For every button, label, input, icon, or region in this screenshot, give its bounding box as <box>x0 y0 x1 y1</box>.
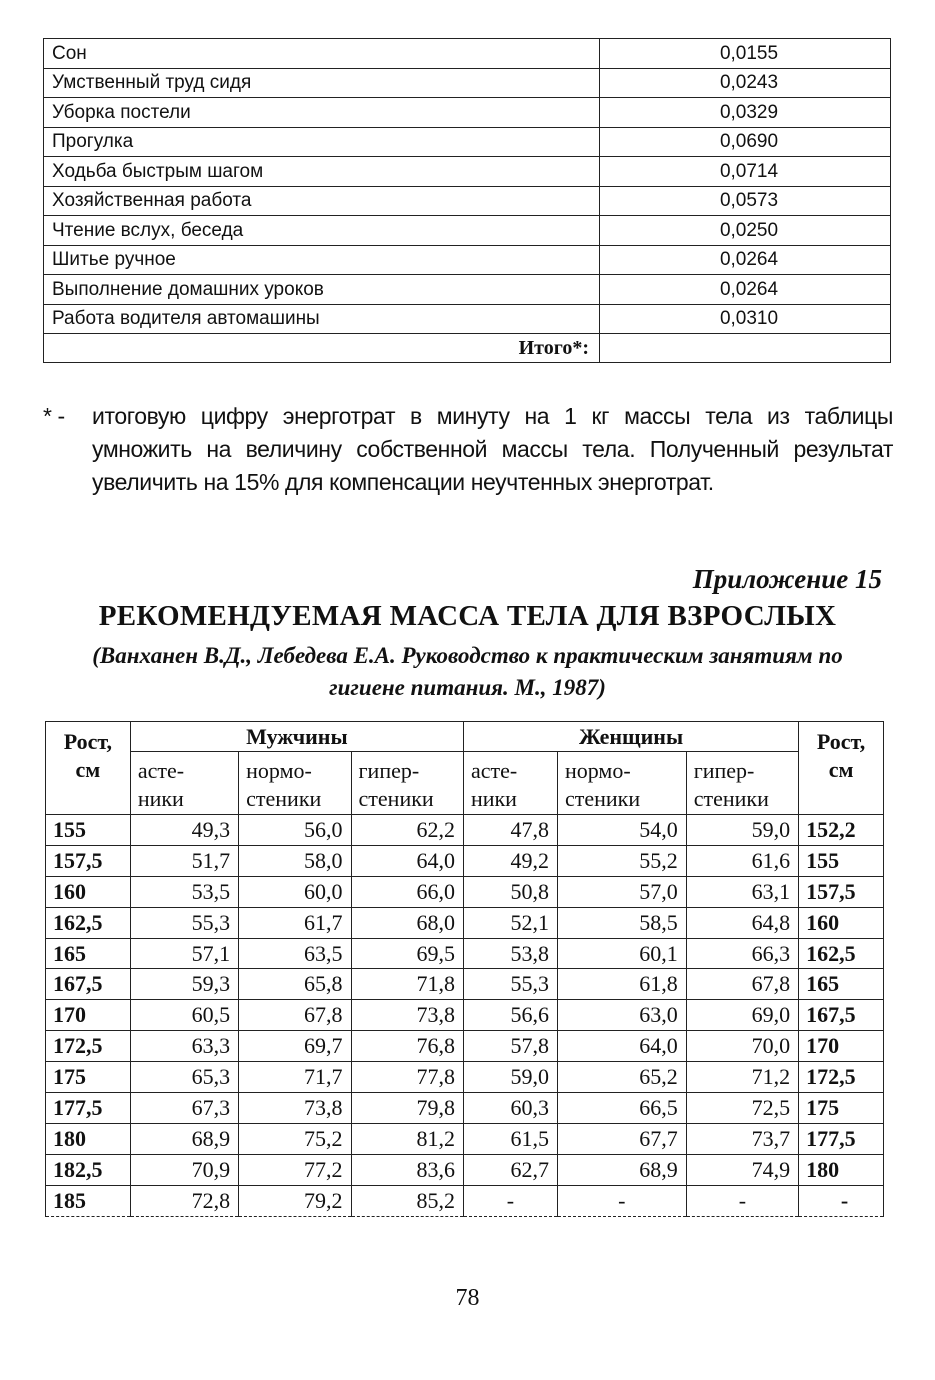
men-weight-cell: 60,5 <box>130 1000 238 1031</box>
men-weight-cell: 59,3 <box>130 969 238 1000</box>
men-weight-cell: 55,3 <box>130 907 238 938</box>
header-rost-women-label: Рост, см <box>816 729 866 782</box>
men-weight-cell: 68,0 <box>351 907 463 938</box>
men-weight-cell: 49,3 <box>130 815 238 846</box>
men-weight-cell: 73,8 <box>239 1093 351 1124</box>
footnote-text: итоговую цифру энерготрат в минуту на 1 кг массы тела из таблицы умножить на величину собственной массы тела. Полученный результат увеличить на 15% для компенсации неучтенных энерготрат. <box>92 403 893 495</box>
men-weight-cell: 83,6 <box>351 1154 463 1185</box>
men-weight-cell: 81,2 <box>351 1123 463 1154</box>
women-weight-cell: 66,5 <box>557 1093 686 1124</box>
men-weight-cell: 79,2 <box>239 1185 351 1216</box>
activity-value: 0,0250 <box>600 216 891 246</box>
weight-row <box>46 815 884 846</box>
women-weight-cell: 49,2 <box>463 845 557 876</box>
men-weight-cell: 60,0 <box>239 876 351 907</box>
rost-men-cell: 172,5 <box>46 1031 131 1062</box>
women-weight-cell: 66,3 <box>686 938 798 969</box>
energy-expenditure-table-body <box>44 39 891 363</box>
weight-table-header <box>46 722 884 815</box>
weight-row <box>46 1062 884 1093</box>
men-weight-cell: 63,3 <box>130 1031 238 1062</box>
activity-name: Сон <box>44 39 600 69</box>
weight-row <box>46 845 884 876</box>
women-weight-cell: 64,0 <box>557 1031 686 1062</box>
activity-name: Ходьба быстрым шагом <box>44 157 600 187</box>
rost-men-cell: 185 <box>46 1185 131 1216</box>
rost-men-cell: 167,5 <box>46 969 131 1000</box>
appendix-label: Приложение 15 <box>692 564 882 594</box>
weight-row <box>46 907 884 938</box>
men-weight-cell: 69,7 <box>239 1031 351 1062</box>
men-weight-cell: 79,8 <box>351 1093 463 1124</box>
rost-men-cell: 175 <box>46 1062 131 1093</box>
footnote-mark: * - <box>43 403 65 429</box>
subheader-men-hypersthenic: гипер- стеники <box>351 752 463 815</box>
subheader-women-asthenic: асте- ники <box>463 752 557 815</box>
men-weight-cell: 65,8 <box>239 969 351 1000</box>
men-weight-cell: 64,0 <box>351 845 463 876</box>
women-weight-cell: 61,5 <box>463 1123 557 1154</box>
activity-row <box>44 304 891 334</box>
women-weight-cell: 71,2 <box>686 1062 798 1093</box>
activity-row <box>44 127 891 157</box>
women-weight-cell: 61,8 <box>557 969 686 1000</box>
energy-expenditure-table <box>43 38 891 363</box>
women-weight-cell: 65,2 <box>557 1062 686 1093</box>
women-weight-cell: 72,5 <box>686 1093 798 1124</box>
women-weight-cell: - <box>686 1185 798 1216</box>
activity-row <box>44 186 891 216</box>
men-weight-cell: 58,0 <box>239 845 351 876</box>
men-weight-cell: 51,7 <box>130 845 238 876</box>
subheader-men-asthenic: асте- ники <box>130 752 238 815</box>
subheader-men-normosthenic: нормо- стеники <box>239 752 351 815</box>
subheader-women-normosthenic: нормо- стеники <box>557 752 686 815</box>
rost-women-cell: 170 <box>799 1031 884 1062</box>
header-rost-men <box>46 722 131 815</box>
men-weight-cell: 77,2 <box>239 1154 351 1185</box>
women-weight-cell: 55,2 <box>557 845 686 876</box>
rost-women-cell: 165 <box>799 969 884 1000</box>
activity-name: Уборка постели <box>44 98 600 128</box>
rost-men-cell: 182,5 <box>46 1154 131 1185</box>
women-weight-cell: 64,8 <box>686 907 798 938</box>
women-weight-cell: 70,0 <box>686 1031 798 1062</box>
activity-name: Хозяйственная работа <box>44 186 600 216</box>
men-weight-cell: 53,5 <box>130 876 238 907</box>
men-weight-cell: 65,3 <box>130 1062 238 1093</box>
rost-women-cell: 152,2 <box>799 815 884 846</box>
women-weight-cell: 67,8 <box>686 969 798 1000</box>
weight-row <box>46 1185 884 1216</box>
men-weight-cell: 56,0 <box>239 815 351 846</box>
rost-men-cell: 155 <box>46 815 131 846</box>
weight-row <box>46 938 884 969</box>
men-weight-cell: 69,5 <box>351 938 463 969</box>
activity-value: 0,0690 <box>600 127 891 157</box>
activity-value: 0,0264 <box>600 275 891 305</box>
activity-value: 0,0573 <box>600 186 891 216</box>
men-weight-cell: 75,2 <box>239 1123 351 1154</box>
rost-women-cell: 175 <box>799 1093 884 1124</box>
women-weight-cell: 56,6 <box>463 1000 557 1031</box>
weight-row <box>46 876 884 907</box>
women-weight-cell: 68,9 <box>557 1154 686 1185</box>
page-title: РЕКОМЕНДУЕМАЯ МАССА ТЕЛА ДЛЯ ВЗРОСЛЫХ <box>98 600 837 632</box>
men-weight-cell: 85,2 <box>351 1185 463 1216</box>
men-weight-cell: 61,7 <box>239 907 351 938</box>
men-weight-cell: 71,7 <box>239 1062 351 1093</box>
men-weight-cell: 57,1 <box>130 938 238 969</box>
source-citation: (Ванханен В.Д., Лебедева Е.А. Руководство к практическим занятиям по гигиене питания. М., 1987) <box>92 643 843 700</box>
recommended-weight-table <box>45 721 884 1217</box>
activity-row <box>44 245 891 275</box>
activity-value: 0,0329 <box>600 98 891 128</box>
weight-table-body <box>46 815 884 1217</box>
women-weight-cell: 60,1 <box>557 938 686 969</box>
activity-name: Прогулка <box>44 127 600 157</box>
weight-row <box>46 969 884 1000</box>
women-weight-cell: 74,9 <box>686 1154 798 1185</box>
men-weight-cell: 63,5 <box>239 938 351 969</box>
women-weight-cell: 59,0 <box>686 815 798 846</box>
activity-value: 0,0310 <box>600 304 891 334</box>
rost-women-cell: 172,5 <box>799 1062 884 1093</box>
weight-row <box>46 1154 884 1185</box>
activity-row <box>44 275 891 305</box>
activity-value: 0,0155 <box>600 39 891 69</box>
men-weight-cell: 67,3 <box>130 1093 238 1124</box>
rost-women-cell: 155 <box>799 845 884 876</box>
rost-men-cell: 157,5 <box>46 845 131 876</box>
rost-women-cell: 167,5 <box>799 1000 884 1031</box>
activity-row <box>44 98 891 128</box>
total-value <box>600 334 891 363</box>
weight-row <box>46 1123 884 1154</box>
men-weight-cell: 72,8 <box>130 1185 238 1216</box>
women-weight-cell: - <box>463 1185 557 1216</box>
women-weight-cell: 58,5 <box>557 907 686 938</box>
women-weight-cell: 62,7 <box>463 1154 557 1185</box>
women-weight-cell: 57,8 <box>463 1031 557 1062</box>
women-weight-cell: 52,1 <box>463 907 557 938</box>
men-weight-cell: 66,0 <box>351 876 463 907</box>
women-weight-cell: 63,1 <box>686 876 798 907</box>
women-weight-cell: 55,3 <box>463 969 557 1000</box>
activity-name: Выполнение домашних уроков <box>44 275 600 305</box>
women-weight-cell: 61,6 <box>686 845 798 876</box>
header-men: Мужчины <box>130 722 463 752</box>
men-weight-cell: 71,8 <box>351 969 463 1000</box>
activity-name: Чтение вслух, беседа <box>44 216 600 246</box>
activity-value: 0,0264 <box>600 245 891 275</box>
activity-name: Умственный труд сидя <box>44 68 600 98</box>
women-weight-cell: - <box>557 1185 686 1216</box>
activity-row <box>44 216 891 246</box>
rost-women-cell: 157,5 <box>799 876 884 907</box>
activity-row <box>44 68 891 98</box>
activity-name: Шитье ручное <box>44 245 600 275</box>
men-weight-cell: 62,2 <box>351 815 463 846</box>
weight-row <box>46 1031 884 1062</box>
rost-women-cell: 162,5 <box>799 938 884 969</box>
activity-value: 0,0243 <box>600 68 891 98</box>
header-rost-women <box>799 722 884 815</box>
rost-men-cell: 170 <box>46 1000 131 1031</box>
men-weight-cell: 67,8 <box>239 1000 351 1031</box>
activity-row <box>44 157 891 187</box>
weight-row <box>46 1093 884 1124</box>
women-weight-cell: 54,0 <box>557 815 686 846</box>
activity-row <box>44 39 891 69</box>
activity-name: Работа водителя автомашины <box>44 304 600 334</box>
rost-men-cell: 160 <box>46 876 131 907</box>
women-weight-cell: 63,0 <box>557 1000 686 1031</box>
women-weight-cell: 47,8 <box>463 815 557 846</box>
rost-women-cell: - <box>799 1185 884 1216</box>
women-weight-cell: 59,0 <box>463 1062 557 1093</box>
men-weight-cell: 70,9 <box>130 1154 238 1185</box>
rost-men-cell: 180 <box>46 1123 131 1154</box>
total-label: Итого*: <box>44 334 600 363</box>
subheader-women-hypersthenic: гипер- стеники <box>686 752 798 815</box>
men-weight-cell: 77,8 <box>351 1062 463 1093</box>
women-weight-cell: 60,3 <box>463 1093 557 1124</box>
total-row <box>44 334 891 363</box>
women-weight-cell: 67,7 <box>557 1123 686 1154</box>
rost-women-cell: 180 <box>799 1154 884 1185</box>
footnote <box>43 400 893 499</box>
women-weight-cell: 50,8 <box>463 876 557 907</box>
men-weight-cell: 68,9 <box>130 1123 238 1154</box>
women-weight-cell: 57,0 <box>557 876 686 907</box>
women-weight-cell: 53,8 <box>463 938 557 969</box>
women-weight-cell: 69,0 <box>686 1000 798 1031</box>
header-women: Женщины <box>463 722 798 752</box>
rost-men-cell: 165 <box>46 938 131 969</box>
rost-men-cell: 177,5 <box>46 1093 131 1124</box>
men-weight-cell: 76,8 <box>351 1031 463 1062</box>
women-weight-cell: 73,7 <box>686 1123 798 1154</box>
header-rost-men-label: Рост, см <box>63 729 113 782</box>
activity-value: 0,0714 <box>600 157 891 187</box>
page-number: 78 <box>455 1285 480 1311</box>
rost-women-cell: 160 <box>799 907 884 938</box>
weight-row <box>46 1000 884 1031</box>
men-weight-cell: 73,8 <box>351 1000 463 1031</box>
rost-men-cell: 162,5 <box>46 907 131 938</box>
rost-women-cell: 177,5 <box>799 1123 884 1154</box>
